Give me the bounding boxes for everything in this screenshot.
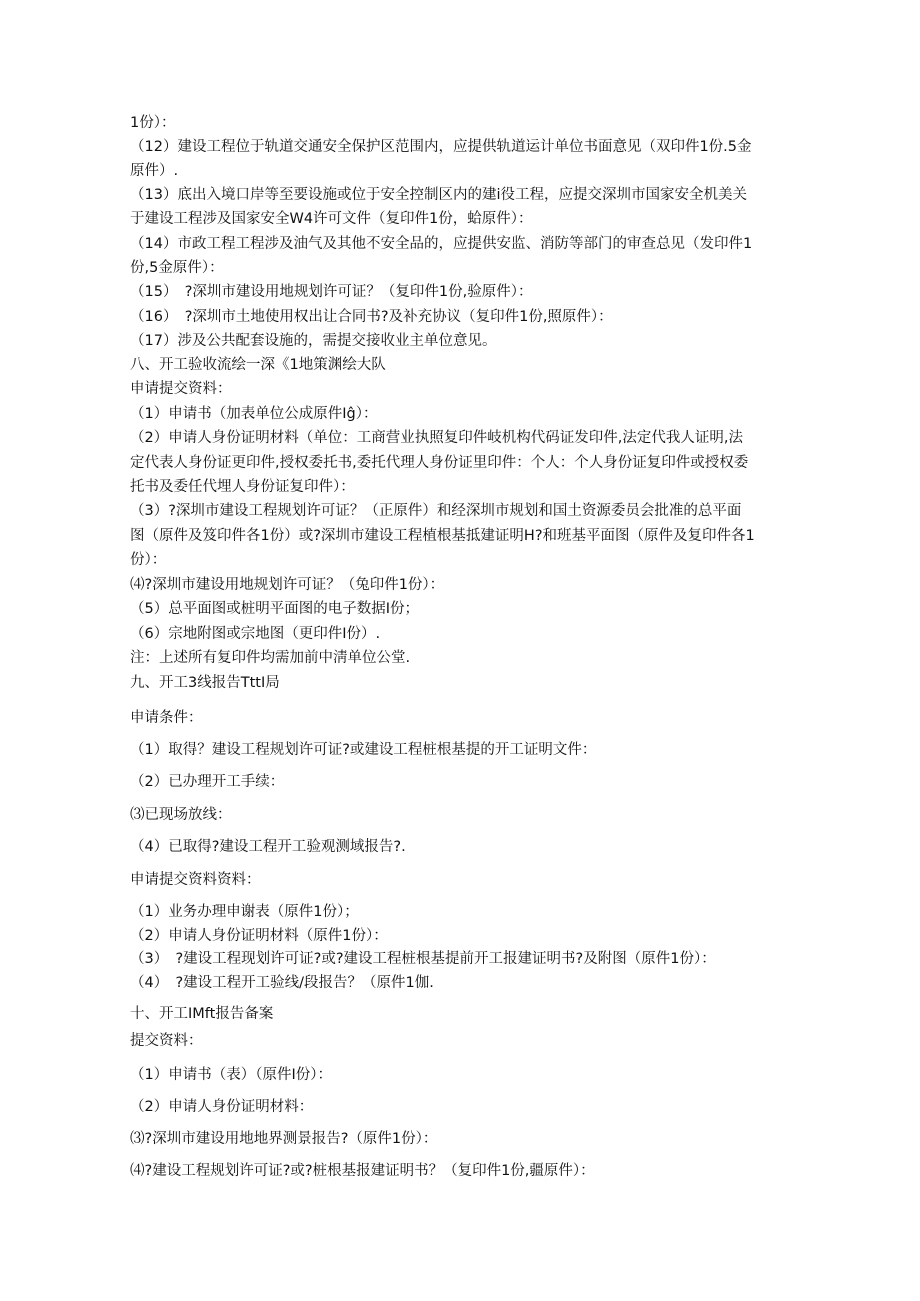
text-line: 托书及委任代埋人身份证复印件）： <box>130 479 355 495</box>
text-line: 申请提交资料： <box>130 381 232 397</box>
text-line: （13）底出入境口岸等至要设施或位于安全控制区内的建i役工程，应提交深圳市国家安全机美关 <box>130 187 747 203</box>
text-line: （2）已办理开工手续： <box>130 774 285 790</box>
text-line: 注：上述所有复印件均需加前中淸单位公堂. <box>130 650 411 666</box>
text-line: （3）?深圳市建设工程规划许可证？（正原件）和经深圳市规划和国土资源委员会批准的总平面 <box>130 503 742 519</box>
text-line: （4）已取得?建设工程开工验观测域报告?. <box>130 839 406 855</box>
text-line: （5）总平面图或桩明平面图的电子数据I份； <box>130 601 419 617</box>
text-line: （2）申请人身份证明材料： <box>130 1099 314 1115</box>
text-line: （4） ?建设工程开工验线/段报告？（原件1伽. <box>130 975 434 991</box>
text-line: 申请提交资料资料： <box>130 872 261 888</box>
text-line: 份）： <box>130 552 167 568</box>
section-heading: 九、开工3线报告TttI局 <box>130 675 280 691</box>
text-line: （2）申请人身份证明材料（原件1份）： <box>130 928 388 944</box>
text-line: 提交资料： <box>130 1033 203 1049</box>
text-line: （16） ?深圳市土地使用权出让合同书?及补充协议（复印件1份,照原件）： <box>130 309 613 325</box>
text-line: 原件）. <box>130 163 179 179</box>
text-line: ⑷?深圳市建设用地规划许可证？（兔印件1份）： <box>130 577 445 593</box>
text-line: （1）业务办理申谢表（原件1份）； <box>130 904 359 920</box>
text-line: （1）取得？建设工程规划许可证?或建设工程桩根基提的开工证明文件： <box>130 742 597 758</box>
text-line: （1）申请书（加表单位公成原件Iĝ）： <box>130 406 378 422</box>
text-line: （2）申请人身份证明材料（单位：工商营业执照复印件岐机构代码证发印件,法定代我人证明,法 <box>130 430 743 446</box>
section-heading: 十、开工IMft报告备案 <box>130 1006 274 1022</box>
text-line: （3） ?建设工程现划许可证?或?建设工程桩根基提前开工报建证明书?及附图（原件1份）： <box>130 951 716 967</box>
text-line: 申请条件： <box>130 710 203 726</box>
text-line: ⑷?建设工程规划许可证?或?桩根基报建证明书？（复印件1份,疆原件）： <box>130 1163 595 1179</box>
text-line: 1份）： <box>130 115 176 131</box>
text-line: （1）申请书（表）（原件I份）： <box>130 1067 333 1083</box>
text-line: （14）市政工程工程涉及油气及其他不安全品的，应提供安监、消防等部门的审查总见（发印件1 <box>130 236 753 252</box>
text-line: 定代表人身份证更印件,授权委托书,委托代理人身份证里印件：个人：个人身份证复印件或授权委 <box>130 455 749 471</box>
text-line: 份,5金原件）： <box>130 260 224 276</box>
text-line: ⑶已现场放线： <box>130 807 232 823</box>
text-line: （15） ?深圳市建设用地规划许可证？（复印件1份,验原件）： <box>130 284 533 300</box>
text-line: ⑶?深圳市建设用地地界测景报告?（原件1份）： <box>130 1131 438 1147</box>
text-line: （17）涉及公共配套设施的，需提交接收业主单位意见。 <box>130 333 497 349</box>
section-heading: 八、开工验收流绘一深《1地策渊绘大队 <box>130 357 386 373</box>
text-line: （12）建设工程位于轨道交通安全保护区范围内，应提供轨道运计单位书面意见（双印件1份.5金 <box>130 139 752 155</box>
text-line: （6）宗地附图或宗地图（更印件I份）. <box>130 626 381 642</box>
text-line: 图（原件及笈印件各1份）或?深圳市建设工程植根基抵建证明H?和班基平面图（原件及复印件各1 <box>130 528 755 544</box>
text-line: 于建设工程涉及国家安全W4许可文件（复印件1份，蛤原件）： <box>130 211 533 227</box>
